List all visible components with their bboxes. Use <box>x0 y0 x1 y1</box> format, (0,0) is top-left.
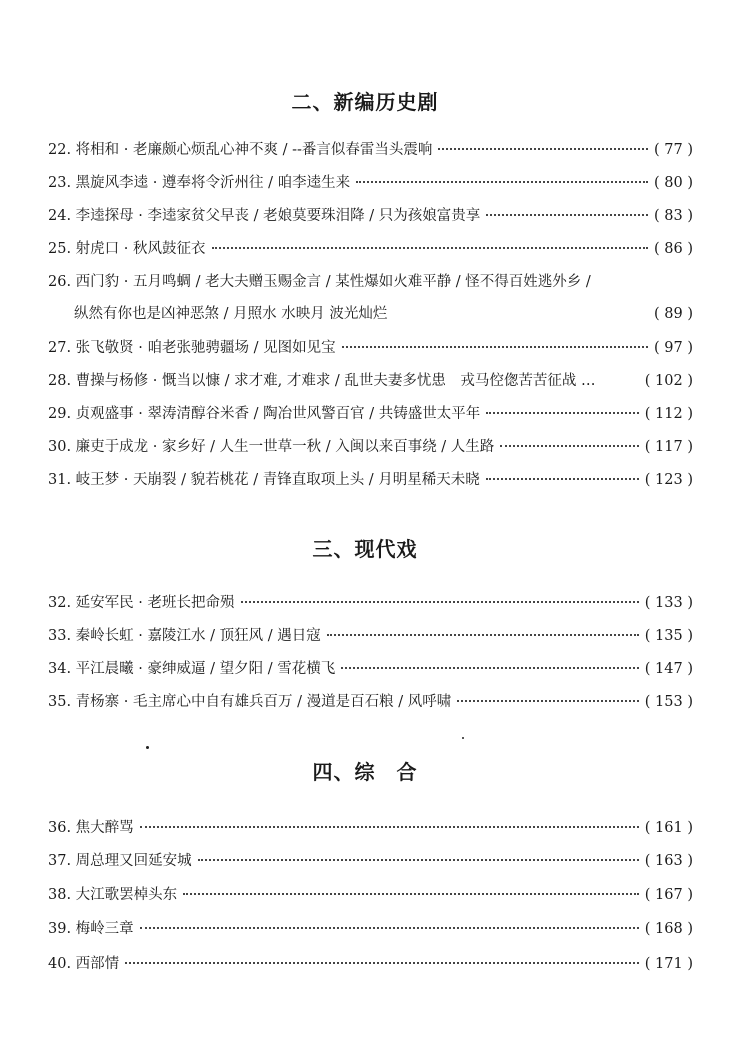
entry-title-continuation: 纵然有你也是凶神恶煞 / 月照水 水映月 波光灿烂 <box>74 306 388 322</box>
toc-entry[interactable] <box>48 273 693 291</box>
dot-leader <box>241 601 639 603</box>
entry-title: 38. 大江歌罢棹头东 <box>48 887 178 903</box>
toc-entry[interactable] <box>48 852 693 870</box>
dot-leader <box>342 346 648 348</box>
page-number: ( 80 ) <box>654 175 693 191</box>
page-number: ( 97 ) <box>654 340 693 356</box>
toc-entry[interactable] <box>48 819 693 837</box>
page-number: ( 163 ) <box>644 853 693 869</box>
toc-entry[interactable] <box>48 240 693 258</box>
page-number: ( 83 ) <box>654 208 693 224</box>
toc-entry[interactable] <box>48 372 693 390</box>
dot-leader <box>486 412 639 414</box>
entry-title: 22. 将相和 · 老廉颇心烦乱心神不爽 / --番言似春雷当头震响 <box>48 142 433 158</box>
entry-title: 26. 西门豹 · 五月鸣蜩 / 老大夫赠玉赐金言 / 某性爆如火难平静 / 怪不得百姓逃外乡 / <box>48 274 591 290</box>
entry-title: 24. 李逵探母 · 李逵家贫父早丧 / 老娘莫要珠泪降 / 只为孩娘富贵享 <box>48 208 481 224</box>
page-number: ( 161 ) <box>644 820 693 836</box>
entry-title: 29. 贞观盛事 · 翠涛清醇谷米香 / 陶冶世风警百官 / 共铸盛世太平年 <box>48 406 481 422</box>
page-number: ( 89 ) <box>654 306 693 322</box>
toc-entry[interactable] <box>48 660 693 678</box>
toc-entry[interactable] <box>48 693 693 711</box>
page-number: ( 147 ) <box>644 661 693 677</box>
page-number: ( 77 ) <box>654 142 693 158</box>
toc-entry[interactable] <box>48 174 693 192</box>
page-number: ( 133 ) <box>644 595 693 611</box>
scan-speck <box>146 746 149 749</box>
toc-entry[interactable] <box>48 405 693 423</box>
section-heading: 四、综 合 <box>312 760 418 784</box>
toc-entry[interactable] <box>48 339 693 357</box>
entry-title: 34. 平江晨曦 · 豪绅威逼 / 望夕阳 / 雪花横飞 <box>48 661 336 677</box>
entry-title: 35. 青杨寨 · 毛主席心中自有雄兵百万 / 漫道是百石粮 / 风呼啸 <box>48 694 452 710</box>
toc-entry[interactable] <box>48 886 693 904</box>
toc-entry[interactable] <box>48 471 693 489</box>
entry-title: 37. 周总理又回延安城 <box>48 853 192 869</box>
page-number: ( 112 ) <box>644 406 693 422</box>
entry-title: 40. 西部情 <box>48 956 120 972</box>
entry-title: 30. 廉吏于成龙 · 家乡好 / 人生一世草一秋 / 入闽以来百事绕 / 人生路 <box>48 439 495 455</box>
entry-title: 39. 梅岭三章 <box>48 921 134 937</box>
toc-entry[interactable] <box>48 627 693 645</box>
page-number: ( 168 ) <box>644 921 693 937</box>
toc-entry[interactable] <box>48 438 693 456</box>
dot-leader <box>198 859 639 861</box>
toc-entry[interactable] <box>48 207 693 225</box>
page-number: ( 167 ) <box>644 887 693 903</box>
dot-leader <box>140 927 639 929</box>
page-number: ( 102 ) <box>644 373 693 389</box>
page-number: ( 171 ) <box>644 956 693 972</box>
dot-leader <box>125 962 639 964</box>
dot-leader <box>140 826 639 828</box>
dot-leader <box>486 478 639 480</box>
dot-leader <box>500 445 638 447</box>
entry-title: 36. 焦大醉骂 <box>48 820 134 836</box>
entry-title: 23. 黑旋风李逵 · 遵奉将令沂州往 / 咱李逵生来 <box>48 175 351 191</box>
entry-title: 32. 延安军民 · 老班长把命殒 <box>48 595 235 611</box>
toc-entry-continuation[interactable] <box>74 305 693 323</box>
section-heading: 三、现代戏 <box>312 537 418 561</box>
entry-title: 25. 射虎口 · 秋风鼓征衣 <box>48 241 206 257</box>
page-number: ( 135 ) <box>644 628 693 644</box>
entry-title: 31. 岐王梦 · 天崩裂 / 貌若桃花 / 青锋直取项上头 / 月明星稀天未晓 <box>48 472 480 488</box>
entry-title: 33. 秦岭长虹 · 嘉陵江水 / 顶狂风 / 遇日寇 <box>48 628 321 644</box>
dot-leader <box>183 893 639 895</box>
dot-leader <box>212 247 649 249</box>
dot-leader <box>486 214 648 216</box>
section-heading: 二、新编历史剧 <box>291 90 439 114</box>
toc-entry[interactable] <box>48 955 693 973</box>
page-number: ( 123 ) <box>644 472 693 488</box>
dot-leader <box>356 181 648 183</box>
page-number: ( 117 ) <box>644 439 693 455</box>
page-number: ( 86 ) <box>654 241 693 257</box>
entry-title: 27. 张飞敬贤 · 咱老张驰骋疆场 / 见图如见宝 <box>48 340 336 356</box>
dot-leader <box>457 700 639 702</box>
dot-leader <box>327 634 639 636</box>
dot-leader <box>438 148 648 150</box>
page-number: ( 153 ) <box>644 694 693 710</box>
toc-entry[interactable] <box>48 141 693 159</box>
toc-entry[interactable] <box>48 594 693 612</box>
dot-leader <box>341 667 639 669</box>
toc-entry[interactable] <box>48 920 693 938</box>
entry-title: 28. 曹操与杨修 · 慨当以慷 / 求才难, 才难求 / 乱世夫妻多忧患 戎马倥偬苦苦征战 … <box>48 373 596 389</box>
scan-speck <box>462 737 464 739</box>
